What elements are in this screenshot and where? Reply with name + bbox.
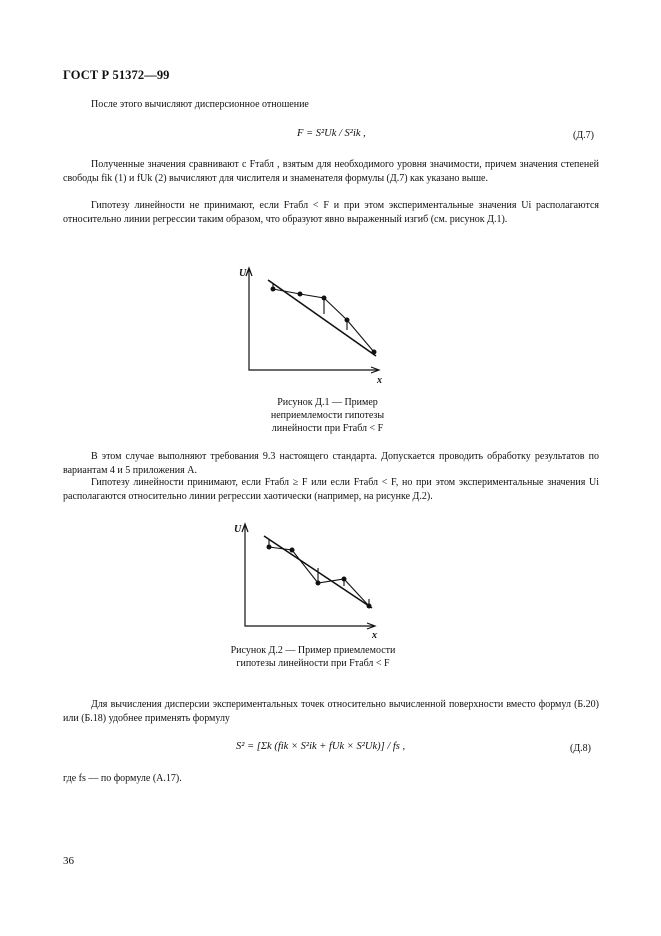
paragraph-requirements: В этом случае выполняют требования 9.3 настоящего стандарта. Допускается проводить обработку результатов по вариантам 4 и 5 приложения А.: [63, 451, 599, 476]
figure-d2-x-label: x: [372, 630, 377, 641]
figure-d2-axes: [245, 526, 374, 626]
figure-d2-point: [367, 604, 372, 609]
figure-d1-point: [372, 350, 377, 355]
paragraph-dispersion: Для вычисления дисперсии экспериментальных точек относительно вычисленной поверхности вместо формул (Б.20) или (Б.18) удобнее применять формулу: [63, 699, 599, 724]
figure-d2-point: [342, 577, 347, 582]
figure-d1-caption: Рисунок Д.1 — Пример неприемлемости гипотезы линейности при Fтабл < F: [270, 397, 385, 434]
equation-number-d7: (Д.7): [573, 130, 594, 141]
figure-d2-data-polyline: [269, 547, 369, 606]
figure-d1-y-label: U: [239, 268, 247, 279]
figure-d2-caption: Рисунок Д.2 — Пример приемлемости гипотезы линейности при Fтабл < F: [230, 645, 396, 669]
paragraph-intro: После этого вычисляют дисперсионное отношение: [91, 99, 309, 110]
figure-d1-point: [298, 292, 303, 297]
figure-d2-plot: [226, 518, 386, 643]
formula-d7: F = S²Uk / S²ik ,: [297, 128, 366, 139]
paragraph-where: где fs — по формуле (А.17).: [63, 773, 182, 784]
figure-d1-point: [322, 296, 327, 301]
formula-d8: S² = [Σk (fik × S²ik + fUk × S²Uk)] / fs ,: [236, 741, 406, 752]
figure-d2-point: [267, 545, 272, 550]
figure-d1-point: [271, 287, 276, 292]
figure-d1-point: [345, 318, 350, 323]
figure-d1-plot: [230, 262, 390, 387]
figure-d2-y-label: U: [234, 524, 242, 535]
figure-d1-axes: [249, 270, 378, 370]
equation-number-d8: (Д.8): [570, 743, 591, 754]
paragraph-hypothesis-accepted: Гипотезу линейности принимают, если Fтабл ≥ F или если Fтабл < F, но при этом экспериментальные значения Ui располагаются относительно линии регрессии хаотически (например, на рисунке Д.2).: [63, 477, 599, 502]
page-number: 36: [63, 855, 74, 867]
figure-d2-point: [290, 548, 295, 553]
paragraph-hypothesis-rejected: Гипотезу линейности не принимают, если Fтабл < F и при этом экспериментальные значения Ui располагаются относительно линии регрессии таким образом, что образуют явно выраженный изгиб (см. рисунок Д.1).: [63, 200, 599, 225]
paragraph-comparison: Полученные значения сравнивают с Fтабл , взятым для необходимого уровня значимости, причем значения степеней свободы fik (1) и fUk (2) вычисляют для числителя и знаменателя формулы (Д.7) как указано выше.: [63, 159, 599, 184]
figure-d1-x-label: x: [377, 375, 382, 386]
figure-d2-point: [316, 581, 321, 586]
document-header: ГОСТ Р 51372—99: [63, 68, 170, 82]
